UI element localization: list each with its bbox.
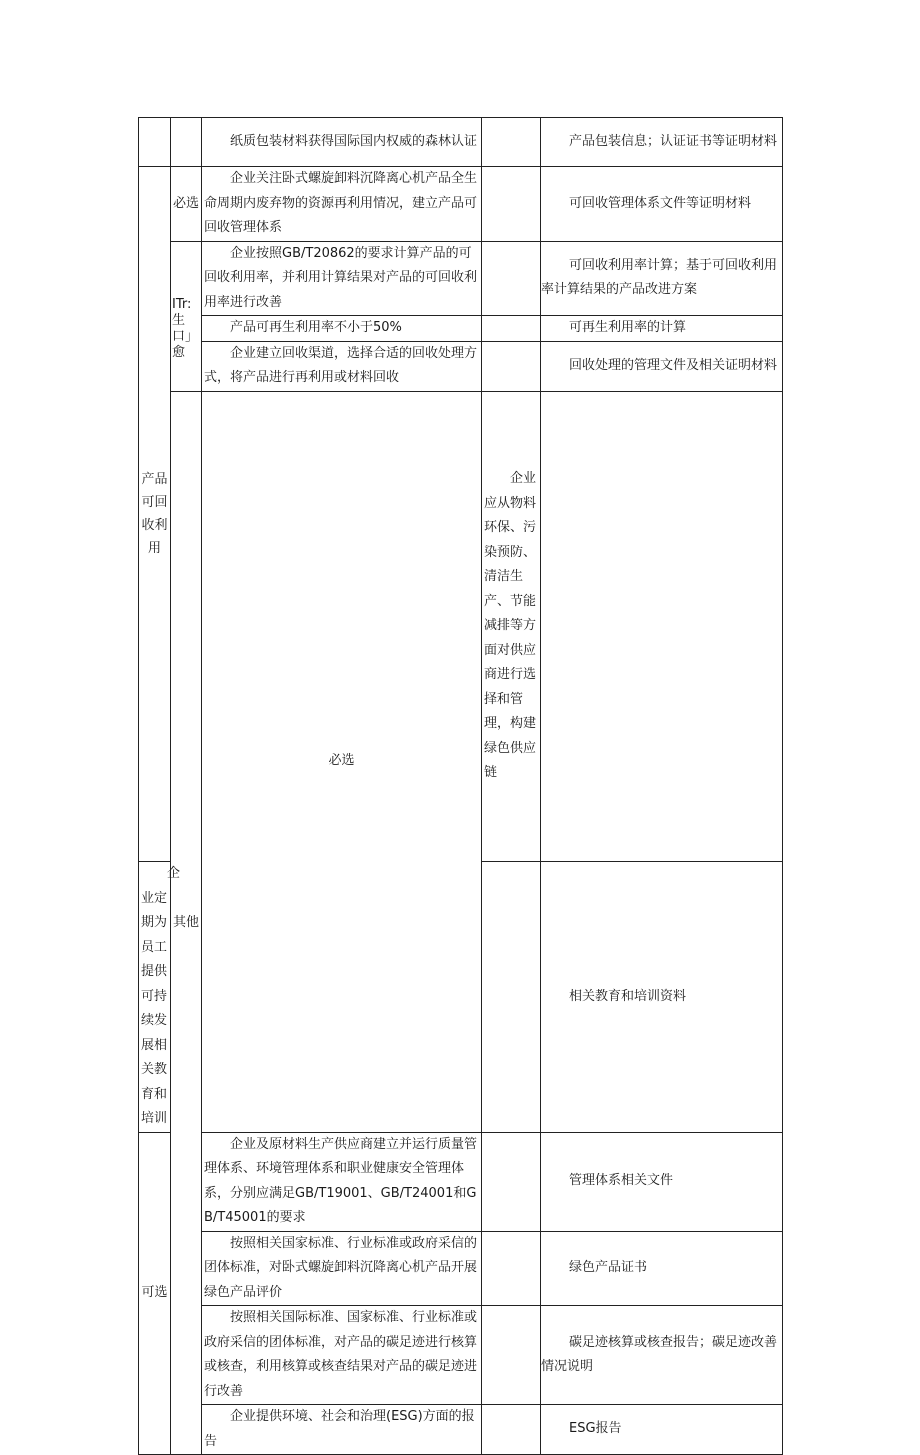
- requirement-cell: 按照相关国际标准、国家标准、行业标准或政府采信的团体标准，对产品的碳足迹进行核算或核查，利用核算或核查结果对产品的碳足迹进行改善: [202, 1306, 482, 1405]
- requirement-cell: 企业关注卧式螺旋卸料沉降离心机产品全生命周期内废弃物的资源再利用情况，建立产品可回收管理体系: [202, 167, 482, 242]
- table-row: [139, 241, 783, 316]
- requirement-cell: 企业及原材料生产供应商建立并运行质量管理体系、环境管理体系和职业健康安全管理体系，分别应满足GB/T19001、GB/T24001和GB/T45001的要求: [202, 1132, 482, 1231]
- selection-cell-required: 必选: [171, 167, 202, 242]
- blank-cell: [482, 241, 541, 316]
- table-row: [139, 1132, 783, 1231]
- evidence-cell: 可再生利用率的计算: [541, 316, 783, 342]
- requirement-cell: 企业定期为员工提供可持续发展相关教育和培训: [139, 862, 171, 1133]
- selection-cell-optional: ITr:生口」愈: [171, 241, 202, 391]
- table-row: [139, 167, 783, 242]
- selection-cell-optional: 可选: [139, 1132, 171, 1455]
- evidence-cell: 产品包装信息；认证证书等证明材料: [541, 118, 783, 167]
- requirement-cell: 按照相关国家标准、行业标准或政府采信的团体标准，对卧式螺旋卸料沉降离心机产品开展绿色产品评价: [202, 1231, 482, 1306]
- evidence-cell: 绿色产品证书: [541, 1231, 783, 1306]
- blank-cell: [482, 341, 541, 391]
- requirement-cell: 企业按照GB/T20862的要求计算产品的可回收利用率，并利用计算结果对产品的可回收利用率进行改善: [202, 241, 482, 316]
- blank-cell: [482, 1405, 541, 1455]
- blank-cell: [482, 862, 541, 1133]
- requirement-cell: 企业建立回收渠道，选择合适的回收处理方式，将产品进行再利用或材料回收: [202, 341, 482, 391]
- selection-cell-required: 必选: [202, 391, 482, 1132]
- evidence-cell: ESG报告: [541, 1405, 783, 1455]
- table-row: [139, 391, 783, 862]
- evidence-cell: 可回收利用率计算；基于可回收利用率计算结果的产品改进方案: [541, 241, 783, 316]
- requirement-cell: 纸质包装材料获得国际国内权威的森林认证: [202, 118, 482, 167]
- requirement-cell: 企业提供环境、社会和治理(ESG)方面的报告: [202, 1405, 482, 1455]
- blank-cell: [482, 316, 541, 342]
- evidence-cell: 管理体系相关文件: [541, 1132, 783, 1231]
- selection-cell: [171, 118, 202, 167]
- evidence-cell: 相关教育和培训资料: [541, 862, 783, 1133]
- category-cell-other: 其他: [171, 391, 202, 1455]
- evidence-cell: 可回收管理体系文件等证明材料: [541, 167, 783, 242]
- blank-cell: [482, 1132, 541, 1231]
- table-row: [139, 1306, 783, 1405]
- blank-cell: [482, 1231, 541, 1306]
- table-row: [139, 341, 783, 391]
- table-row: [139, 316, 783, 342]
- evidence-cell: 碳足迹核算或核查报告；碳足迹改善情况说明: [541, 1306, 783, 1405]
- requirement-cell: 企业应从物料环保、污染预防、清洁生产、节能减排等方面对供应商进行选择和管理，构建绿色供应链: [482, 391, 541, 862]
- blank-cell: [541, 391, 783, 862]
- requirements-table: [138, 117, 783, 1455]
- blank-cell: [482, 1306, 541, 1405]
- table-row: [139, 1231, 783, 1306]
- category-cell: [139, 118, 171, 167]
- blank-cell: [482, 118, 541, 167]
- table-row: [139, 1405, 783, 1455]
- category-cell-recycling: 产品可回收利用: [139, 167, 171, 862]
- evidence-cell: 回收处理的管理文件及相关证明材料: [541, 341, 783, 391]
- requirement-cell: 产品可再生利用率不小于50%: [202, 316, 482, 342]
- table-row: [139, 118, 783, 167]
- blank-cell: [482, 167, 541, 242]
